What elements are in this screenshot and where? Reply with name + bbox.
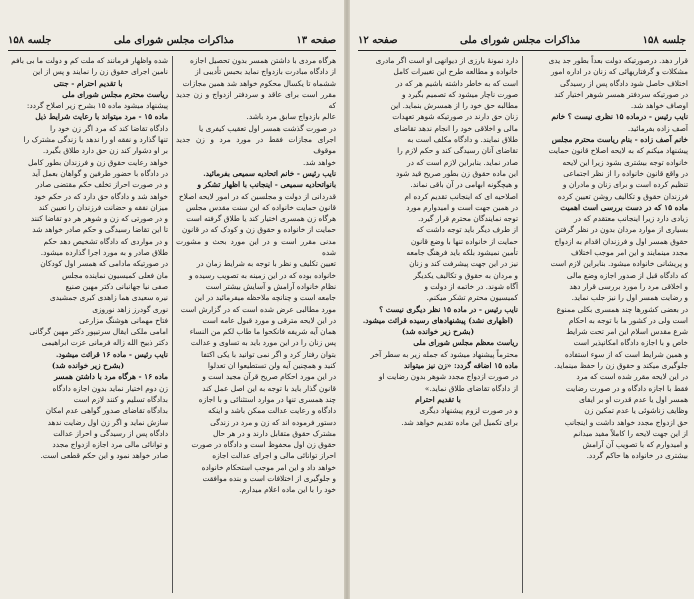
text-line: بدادگاه تقاضای صدور گواهی عدم امکان bbox=[45, 406, 168, 416]
text-line: اوصاف خواهد شد. bbox=[630, 101, 688, 111]
text-line: و هیچگونه ابهامی در آن باقی نماند. bbox=[410, 180, 518, 190]
text-line: مجدد مینمایند و این امر موجب اختلاف bbox=[570, 248, 688, 258]
text-line: این ماده حقوق زن بطور صریح قید شود bbox=[395, 168, 518, 178]
text-line: و مردان به حقوق و تکالیف یکدیگر bbox=[413, 270, 518, 280]
text-line: اختلاف حاصل شود دادگاه پس از رسیدگی bbox=[560, 78, 688, 88]
text-line: شرع مقدس اسلام این امر تحت شرایط bbox=[566, 327, 688, 337]
text-line: اصلاحیه ای که اینجانب تقدیم کرده ام bbox=[404, 191, 518, 201]
text-line: و امیدوارم که با تصویب آن آرامش bbox=[582, 440, 688, 450]
text-line: امامی ملکی ایقال سرتیپور دکتر مهین گرگانی bbox=[29, 327, 168, 337]
text-line: نایب رئیس - خانم اتحادیه سمیعی بفرمائید. bbox=[203, 168, 336, 178]
text-line: خواهد داد و این امر موجب استحکام خانواده bbox=[201, 462, 336, 472]
text-line: پیشنهاد میشود ماده ۱۵ بشرح زیر اصلاح گردد: bbox=[26, 101, 168, 111]
text-line: قدردانی از دولت و مجلسین که در امور لایحه اصلاح bbox=[178, 191, 336, 201]
text-line: بیشتری در خانواده ها حاکم گردد. bbox=[586, 451, 688, 461]
text-line: ماده ۱۵ که در دست بررسی است اهمیت bbox=[560, 202, 688, 212]
text-line: تأمین نمیشود بلکه باید فرهنگ جامعه bbox=[406, 248, 518, 258]
text-line: خانم آصف زاده - بنام ریاست محترم مجلس bbox=[551, 135, 688, 145]
text-line: دادگاه پس از رسیدگی و احراز عدالت bbox=[53, 428, 168, 438]
text-line: همسر اول یا عدم قدرت او بر ایفای bbox=[578, 394, 688, 404]
text-line: خواهد رعایت حقوق زن و فرزندان بطور کامل bbox=[27, 157, 168, 167]
text-line: اجرای مجازات فقط در مورد مرد و زن جدید موقوف bbox=[176, 135, 336, 156]
text-line: خواهد شد و دادگاه حق دارد که در حکم خود bbox=[34, 191, 168, 201]
left-page-header bbox=[8, 34, 336, 48]
left-page-number: صفحه ۱۳ bbox=[296, 35, 336, 46]
text-line: نظام خانواده آرامش و آسایش بیشتر است bbox=[205, 281, 336, 291]
text-line: خود را با این ماده اعلام میدارم. bbox=[239, 485, 336, 495]
text-line: فرزندان حقوق و تکالیف روشن تعیین کرده bbox=[557, 191, 688, 201]
text-line: و در صورت لزوم پیشنهاد دیگری bbox=[419, 406, 518, 416]
left-column-divider bbox=[172, 56, 173, 593]
text-line: خانواده بوده که در این زمینه به تصویب رسیده و bbox=[188, 270, 336, 280]
text-line: بدادگاه تسلیم و کنند لازم است bbox=[73, 394, 168, 404]
text-line: قانون گذار باید با توجه به این اصل عمل کند bbox=[202, 383, 336, 393]
text-line: ماده ۱۵ - مرد میتواند با رعایت شرایط ذیل bbox=[35, 112, 168, 122]
text-line: ماده ۱۶ - هرگاه مرد با داشتن همسر bbox=[54, 372, 168, 382]
text-line: در واقع قانون خانواده را از نظر اجتماعی bbox=[563, 168, 688, 178]
text-line: ریاست معظم مجلس شورای ملی bbox=[413, 338, 518, 348]
text-line: نیز در این جهت پیشرفت کند و زنان bbox=[409, 259, 518, 269]
text-line: ششماه تا یکسال محکوم خواهد شد همین مجازات bbox=[182, 78, 336, 88]
right-page-number: صفحه ۱۲ bbox=[358, 35, 398, 46]
text-line: در این لایحه مقرر شده است که مرد bbox=[576, 372, 688, 382]
text-line: دادگاه و رعایت عدالت ممکن باشد و اینکه bbox=[208, 406, 336, 416]
text-line: آگاه شوند. در خاتمه از دولت و bbox=[424, 281, 518, 291]
text-line: زن دوم اختیار نماید بدون اجازه دادگاه bbox=[52, 383, 168, 393]
text-line: احراز توانائی مالی و اجرای عدالت اجازه bbox=[212, 451, 336, 461]
text-line: حقوق زن اول محفوظ است و دادگاه در صورت bbox=[191, 440, 336, 450]
text-line: در این مورد احکام صریح قرآن مجید است و bbox=[202, 372, 336, 382]
text-line: هرگاه زن همسری اختیار کند یا طلاق گرفته است bbox=[186, 214, 336, 224]
text-line: در صورت ازدواج مجدد شوهر بدون رضایت او bbox=[378, 372, 518, 382]
text-line: تا این تقاضا رسیدگی و حکم صادر خواهد شد bbox=[32, 225, 168, 235]
text-line: محترماً پیشنهاد میشود که جمله زیر به سطر آخر bbox=[370, 349, 518, 359]
text-line: آصف زاده بفرمائید. bbox=[627, 123, 688, 133]
text-line: مشترک حقوق متقابل دارند و در هر حال bbox=[212, 428, 336, 438]
text-line: عالم بازدواج سابق مرد باشد. bbox=[246, 112, 336, 122]
text-line: کمیسیون محترم تشکر میکنم. bbox=[426, 293, 518, 303]
right-page-header bbox=[358, 34, 686, 48]
text-line: با تقدیم احترام - جنتی bbox=[53, 78, 123, 88]
text-line: جامعه است و چنانچه ملاحظه میفرمائید در این bbox=[194, 293, 336, 303]
text-line: صادر خواهد نمود و این حکم قطعی است. bbox=[40, 451, 168, 461]
text-line: حمایت از خانواده و حقوق زن و کودک که در قانون bbox=[181, 225, 336, 235]
left-page-title: مذاکرات مجلس شورای ملی bbox=[113, 35, 234, 46]
text-line: پیشنهاد میکنم که به لایحه اصلاح قانون حمایت bbox=[548, 146, 688, 156]
right-page-session: جلسه ۱۵۸ bbox=[642, 35, 686, 46]
text-line: دارد نمونهٔ بارزی از دیوانهی او است اگر مادری bbox=[375, 56, 518, 65]
text-line: از دادگاه تقاضای طلاق نماید.» bbox=[424, 383, 518, 393]
text-line: خواهد شد. bbox=[303, 157, 336, 167]
text-line: است ولی در کشور ما با توجه به احکام bbox=[568, 315, 688, 325]
text-line: نوری گودرز زاهد نوروزی bbox=[92, 304, 168, 314]
text-line: صادر نماید. بنابراین لازم است که در bbox=[407, 157, 518, 167]
text-line: طلاق صادر و به مورد اجرا گذارده میشود. bbox=[40, 248, 168, 258]
left-column-right-side bbox=[176, 55, 336, 595]
text-line: ماده ۱۵ اضافه گردد: «زن نیز میتواند bbox=[404, 361, 518, 371]
text-line: صفی نیا جهانبانی دکتر مهین صنیع bbox=[65, 281, 168, 291]
text-line: سازش نماید و اگر زن اول رضایت ندهد bbox=[47, 417, 168, 427]
text-line: تقاضای آنان رسیدگی کند و حکم لازم را bbox=[397, 146, 518, 156]
text-line: چند همسری تنها در موارد استثنائی و با اجازه bbox=[198, 394, 336, 404]
text-line: حمایت از خانواده تنها با وضع قانون bbox=[410, 236, 518, 246]
text-line: تنها گذارد و نفقه او را ندهد یا زندگی مشترک را bbox=[23, 135, 168, 145]
text-line: مدنی مقرر است و در این مورد بحث و مشورت شده bbox=[176, 236, 336, 258]
left-page-session: جلسه ۱۵۸ bbox=[8, 35, 52, 46]
text-line: بر او دشوار کند زن حق دارد طلاق بگیرد. bbox=[42, 146, 168, 156]
text-line: و جلوگیری از اختلافات است و بنده موافقت bbox=[202, 473, 336, 483]
text-line: بسیاری از موارد مردان بدون در نظر گرفتن bbox=[554, 225, 688, 235]
right-header-rule bbox=[358, 50, 686, 51]
text-line: حقوق همسر اول و فرزندان اقدام به ازدواج bbox=[554, 236, 688, 246]
text-line: است که به خاطر داشته باشیم هر که در bbox=[395, 78, 518, 88]
text-line: و اخلاقی مرد را مورد بررسی قرار دهد bbox=[569, 281, 688, 291]
text-line: برای تکمیل این ماده تقدیم خواهد شد. bbox=[401, 417, 518, 427]
text-line: در این لایحه مترقی و مورد قبول عامه است bbox=[202, 315, 336, 325]
text-line: تعیین تکلیف و نظر با توجه به شرایط زمان در bbox=[196, 259, 336, 269]
text-line: در صورت گذشت همسر اول تعقیب کیفری یا bbox=[198, 123, 336, 133]
text-line: از این جهت لایحه را کاملاً مفید میدانم bbox=[573, 428, 688, 438]
right-column-left-side bbox=[358, 55, 518, 595]
text-line: ریاست محترم مجلس شورای ملی bbox=[62, 89, 168, 99]
text-line: هرگاه مردی با داشتن همسر بدون تحصیل اجازه bbox=[189, 56, 336, 65]
right-column-right-side bbox=[528, 55, 688, 595]
text-line: خاص و با اجازه دادگاه امکانپذیر است bbox=[573, 338, 688, 348]
text-line: مقرر است برای عاقد و سردفتر ازدواج و زن جدید که bbox=[176, 89, 336, 111]
text-line: مان فعلی کمیسیون نماینده مجلس bbox=[61, 270, 168, 280]
text-line: از طرف دیگر باید توجه داشت که bbox=[416, 225, 518, 235]
text-line: و در صورت احراز تخلف حکم مقتضی صادر bbox=[35, 180, 168, 190]
text-line: و همین شرایط است که از سوء استفاده bbox=[564, 349, 688, 359]
text-line: پس زنان را در این مورد باید به تساوی و عدالت bbox=[190, 338, 336, 348]
text-line: (بشرح زیر خوانده شد) bbox=[51, 361, 125, 371]
text-line: که دادگاه قبل از صدور اجازه وضع مالی bbox=[566, 270, 688, 280]
text-line: نایب رئیس - ماده ۱۶ قرائت میشود. bbox=[55, 349, 168, 359]
text-line: در همین جهت است و امیدوارم مورد bbox=[406, 202, 518, 212]
left-page bbox=[0, 0, 344, 599]
text-line: شده واظهار فرمانند که ملت کم و دولت ما بی بافم bbox=[11, 56, 168, 65]
text-line: مورد مطالبی عرض شده است که در گزارش است bbox=[180, 304, 336, 314]
text-line: میزان نفقه و حضانت فرزندان را تعیین کند bbox=[38, 202, 168, 212]
text-line: بتوان رفتار کرد و اگر نمی توانید با یکی اکتفا bbox=[201, 349, 336, 359]
text-line: توجه نمایندگان محترم قرار گیرد. bbox=[417, 214, 518, 224]
text-line: نامین اجرای حقوق زن را نمایند و پس از این bbox=[32, 67, 168, 77]
text-line: نایب رئیس - درماده ۱۵ نظری نیست ؟ خانم bbox=[551, 112, 688, 122]
text-line: جلوگیری میکند و حقوق زن را حفظ مینماید. bbox=[554, 361, 688, 371]
text-line: در صورتیکه سردفتر همسر شوهر اختیار کند bbox=[554, 89, 688, 99]
text-line: و پریشانی خانواده میشود. بنابراین لازم است bbox=[550, 259, 688, 269]
text-line: زنان حق دارند در صورتیکه شوهر تعهدات bbox=[392, 112, 518, 122]
text-line: و در مواردی که دادگاه تشخیص دهد حکم bbox=[43, 236, 168, 246]
right-column-divider bbox=[522, 56, 523, 593]
right-page bbox=[350, 0, 694, 599]
left-header-rule bbox=[8, 50, 336, 51]
text-line: مشکلات و گرفتاریهائی که زنان در اداره امور bbox=[550, 67, 688, 77]
text-line: دادگاه تقاضا کند که مرد اگر زن خود را bbox=[49, 123, 168, 133]
text-line: و توانائی مالی مرد اجازه ازدواج مجدد bbox=[52, 440, 168, 450]
text-line: نایب رئیس - در ماده ۱۵ نظر دیگری نیست ؟ bbox=[379, 304, 518, 314]
text-line: و در صورتی که زن و شوهر هر دو تقاضا کنند bbox=[30, 214, 168, 224]
text-line: بانواتحادیه سمیعی - اینجانب با اظهار تشکر و bbox=[197, 180, 336, 190]
text-line: با تقدیم احترام bbox=[415, 394, 461, 404]
text-line: از دادگاه مبادرت بازدواج نماید بحبس تأدیبی از bbox=[195, 67, 336, 77]
text-line: دکتر ذبیح الله زاله فرمانی عزت ابراهیمی bbox=[41, 338, 168, 348]
text-line: طلاق نمایند. و دادگاه مکلف است به bbox=[407, 135, 518, 145]
text-line: وظایف زناشوئی یا عدم تمکین زن bbox=[584, 406, 688, 416]
text-line: نیره سعیدی هما زاهدی کبری جمشیدی bbox=[49, 293, 168, 303]
text-line: قرار دهد. درصورتیکه دولت بعداً بطور جد یدی bbox=[548, 56, 688, 65]
text-line: در دادگاه با حضور طرفین و گواهان بعمل آید bbox=[32, 168, 168, 178]
text-line: فقط با اجازه دادگاه و در صورت رضایت bbox=[565, 383, 688, 393]
right-page-title: مذاکرات مجلس شورای ملی bbox=[460, 35, 581, 46]
text-line: مالی و اخلاقی خود را انجام ندهد تقاضای bbox=[393, 123, 518, 133]
left-column-left-side bbox=[8, 55, 168, 595]
text-line: (اظهاری نشد) پیشنهادهای رسیده قرائت میشود. bbox=[362, 315, 514, 325]
text-line: و رضایت همسر اول را نیز جلب نماید. bbox=[571, 293, 688, 303]
text-line: کنید و همچنین آیه ولن تستطیعوا ان تعدلوا bbox=[207, 361, 336, 371]
text-line: فتاح مهمانی هوشنگ مزارعی bbox=[79, 315, 168, 325]
text-line: مطالبه حق خود را از همسرش بنماید. این bbox=[390, 101, 518, 111]
text-line: حق ازدواج مجدد خواهد داشت و اینجانب bbox=[564, 417, 688, 427]
text-line: قانون حمایت خانواده که این سنت مقدس مجلس bbox=[186, 202, 336, 212]
text-line: در بعضی کشورها چند همسری بکلی ممنوع bbox=[556, 304, 688, 314]
text-line: صورت ناچار میشود که تصمیم بگیرد و bbox=[402, 89, 518, 99]
text-line: خانواده و مطالعه طرح این تغییرات کامل bbox=[393, 67, 518, 77]
text-line: در صورتیکه مادامی که همسر اول کودکان bbox=[40, 259, 168, 269]
text-line: تنظیم کرده است و برای زنان و مادران و bbox=[562, 180, 688, 190]
text-line: (بشرح زیر خوانده شد) bbox=[401, 327, 475, 337]
text-line: زیادی دارد زیرا اینجانب معتقدم که در bbox=[574, 214, 688, 224]
text-line: همان آیه شریفه فانکحوا ما طاب لکم من النساء bbox=[189, 327, 336, 337]
text-line: خانواده توجه بیشتری بشود زیرا این لایحه bbox=[562, 157, 688, 167]
text-line: دستور فرموده اند که زن و مرد در زندگی bbox=[210, 417, 336, 427]
